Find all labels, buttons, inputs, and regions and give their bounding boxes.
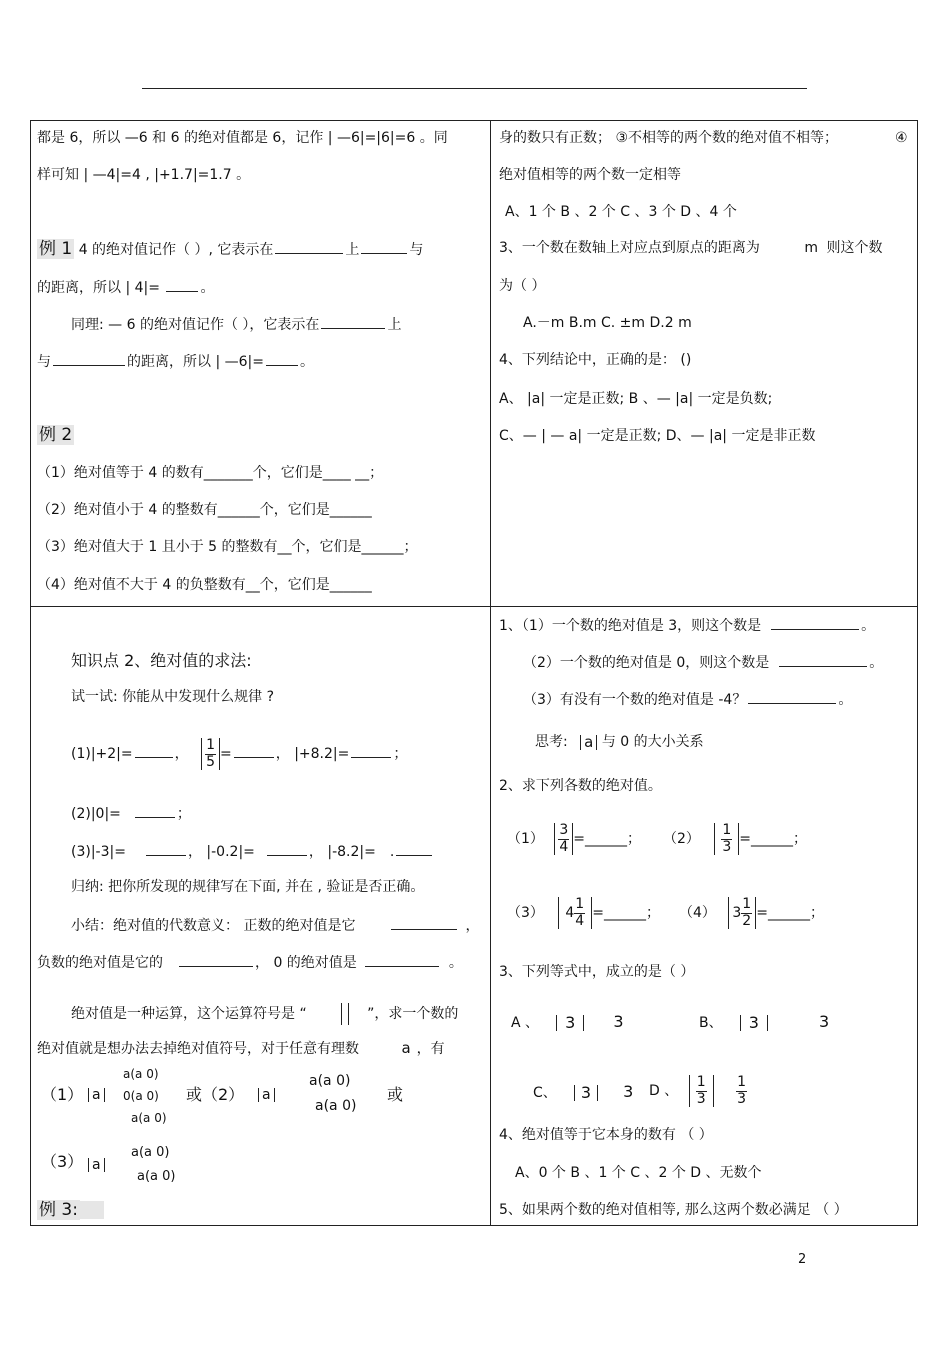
numerator: 1 — [575, 896, 585, 913]
text-line: 4 的绝对值记作（ ）, 它表示在 — [78, 242, 274, 258]
text: （3） — [507, 905, 544, 921]
text: 小结：绝对值的代数意义： 正数的绝对值是它 — [71, 918, 356, 934]
blank[interactable] — [135, 743, 173, 758]
options-line: C、— | — a| 一定是正数; D、— |a| 一定是非正数 — [499, 428, 816, 444]
case-1-label: （1） — [41, 1085, 84, 1104]
question-line: 3、下列等式中，成立的是（ ） — [499, 964, 695, 980]
question-line: （1）绝对值等于 4 的数有_______个，它们是____ __； — [37, 465, 384, 481]
abs-value: 3 — [556, 1015, 584, 1031]
text: 上 — [345, 242, 360, 258]
abs-a: a — [258, 1088, 275, 1102]
question-line: 3、一个数在数轴上对应点到原点的距离为 — [499, 240, 760, 256]
table-divider-horizontal — [31, 606, 917, 607]
text: =______； — [739, 831, 808, 847]
text: ， — [174, 746, 189, 762]
abs-fraction — [689, 1075, 714, 1107]
question-line: （2）一个数的绝对值是 0，则这个数是 — [523, 655, 770, 671]
text: ， 0 的绝对值是 — [255, 955, 357, 971]
text: ； — [393, 746, 408, 762]
numerator: 1 — [696, 1074, 706, 1091]
question-line: （2）绝对值小于 4 的整数有______个，它们是______ — [37, 502, 372, 518]
option-label: C、 — [533, 1085, 557, 1101]
text: ， — [465, 918, 480, 934]
blank[interactable] — [396, 841, 432, 856]
text: 与 — [37, 354, 51, 370]
integer-part: 3 — [732, 905, 742, 921]
piecewise-row: a(a 0) — [309, 1073, 351, 1089]
worksheet-table — [30, 120, 918, 1226]
abs-value: 3 — [740, 1015, 768, 1031]
fraction — [736, 1075, 747, 1107]
option-label: A 、 — [511, 1015, 540, 1031]
abs-fraction — [554, 823, 573, 855]
text-line: 归纳: 把你所发现的规律写在下面, 并在 , 验证是否正确。 — [71, 879, 425, 895]
question-line: 2、求下列各数的绝对值。 — [499, 778, 662, 794]
piecewise-row: a(a 0) — [131, 1111, 167, 1125]
options-line: A.－m B.m C. ±m D.2 m — [523, 315, 692, 331]
text-line: 试一试: 你能从中发现什么规律 ? — [71, 689, 275, 705]
question-line: 4、下列结论中，正确的是： () — [499, 352, 692, 368]
text: ， |-0.2|= — [187, 844, 255, 860]
text: 。 — [299, 354, 314, 370]
piecewise-row: a(a 0) — [137, 1169, 176, 1184]
blank[interactable] — [266, 351, 298, 366]
example-2-tag: 例 2 — [39, 425, 73, 445]
blank[interactable] — [361, 239, 407, 254]
options-line: A、1 个 B 、2 个 C 、3 个 D 、4 个 — [505, 204, 737, 220]
piecewise-3 — [131, 1141, 175, 1189]
question-line: （3）有没有一个数的绝对值是 -4？ — [523, 692, 747, 708]
text: 与 0 的大小关系 — [601, 734, 704, 750]
abs-a: a — [580, 735, 597, 750]
text: 与 — [409, 242, 424, 258]
blank[interactable] — [779, 652, 867, 667]
case-3-label: （3） — [41, 1152, 84, 1171]
piecewise-row: a(a 0) — [123, 1067, 159, 1081]
abs-fraction — [714, 823, 739, 855]
text: 或（2） — [186, 1085, 245, 1104]
blank[interactable] — [351, 743, 391, 758]
text-line: 样可知 | —4|=4 , |+1.7|=1.7 。 — [37, 167, 251, 183]
text: 绝对值就是想办法去掉绝对值符号，对于任意有理数 — [37, 1041, 359, 1057]
abs-value: 3 — [574, 1085, 598, 1101]
text: 。 — [200, 280, 215, 296]
abs-a: a — [88, 1158, 105, 1172]
denominator: 2 — [742, 912, 752, 929]
text: 或 — [387, 1085, 404, 1104]
blank[interactable] — [365, 952, 439, 967]
numerator: 1 — [722, 822, 732, 839]
blank[interactable] — [267, 841, 307, 856]
text: . — [389, 844, 395, 860]
denominator: 3 — [696, 1090, 706, 1107]
text: 上 — [387, 317, 402, 333]
text-line: 为（ ） — [499, 278, 546, 294]
page-number: 2 — [798, 1252, 807, 1267]
denominator: 4 — [559, 838, 569, 855]
example-3-tag: 例 3: — [39, 1200, 78, 1220]
text: (3)|-3|= — [71, 844, 126, 860]
text: (2)|0|= — [71, 806, 121, 822]
blank[interactable] — [135, 803, 175, 818]
abs-symbol — [341, 1003, 349, 1025]
header-rule — [142, 88, 807, 89]
denominator: 4 — [575, 912, 585, 929]
text: 思考: — [535, 734, 568, 750]
text: ”，求一个数的 — [367, 1006, 459, 1022]
text-line: 绝对值相等的两个数一定相等 — [499, 167, 681, 183]
question-line: （4）绝对值不大于 4 的负整数有__个，它们是______ — [37, 577, 372, 593]
blank[interactable] — [146, 841, 186, 856]
blank[interactable] — [321, 314, 385, 329]
blank[interactable] — [275, 239, 343, 254]
blank[interactable] — [748, 689, 836, 704]
numerator: 1 — [206, 737, 216, 754]
question-line: （3）绝对值大于 1 且小于 5 的整数有__个，它们是______； — [37, 539, 418, 555]
text-line: 同理: — 6 的绝对值记作（ ），它表示在 — [71, 317, 320, 333]
denominator: 3 — [722, 838, 732, 855]
text-line: 的距离，所以 | 4|= — [37, 280, 160, 296]
numerator: 1 — [737, 1074, 746, 1091]
text: ， |+8.2|= — [275, 746, 350, 762]
options-line: A、0 个 B 、1 个 C 、2 个 D 、无数个 — [515, 1165, 762, 1181]
text: ， |-8.2|= — [308, 844, 376, 860]
options-line: A、 |a| 一定是正数; B 、— |a| 一定是负数; — [499, 391, 773, 407]
text: （4） — [679, 905, 716, 921]
text-line: 的距离，所以 | —6|= — [127, 354, 264, 370]
option-label: B、 — [699, 1015, 723, 1031]
text: ，有 — [416, 1041, 445, 1057]
text: 3 — [613, 1012, 624, 1031]
numerator: 3 — [559, 822, 569, 839]
example-1-tag: 例 1 — [39, 239, 73, 259]
text: 3 — [623, 1082, 634, 1101]
text: 则这个数 — [826, 240, 883, 256]
variable-m: m — [804, 240, 818, 256]
blank[interactable] — [53, 351, 125, 366]
text: =______； — [592, 905, 660, 921]
blank[interactable] — [771, 615, 859, 630]
blank[interactable] — [234, 743, 274, 758]
question-line: 1、（1）一个数的绝对值是 3，则这个数是 — [499, 618, 762, 634]
text: 负数的绝对值是它的 — [37, 955, 163, 971]
blank[interactable] — [166, 277, 198, 292]
piecewise-row: a(a 0) — [131, 1145, 170, 1160]
text-line: 身的数只有正数； ③不相等的两个数的绝对值不相等； — [499, 130, 838, 146]
piecewise-row: a(a 0) — [315, 1098, 357, 1114]
text: =______； — [573, 831, 642, 847]
abs-mixed-number — [728, 897, 756, 929]
question-line: 4、绝对值等于它本身的数有 （ ） — [499, 1127, 713, 1143]
text: 。 — [861, 618, 876, 634]
variable-a: a — [401, 1039, 411, 1057]
table-divider-vertical — [490, 121, 491, 1225]
section-heading: 知识点 2、绝对值的求法: — [71, 651, 252, 670]
text: （2） — [663, 831, 700, 847]
denominator: 5 — [206, 753, 216, 770]
option-label: D 、 — [649, 1083, 679, 1099]
piecewise-2 — [309, 1069, 356, 1119]
question-line: 5、如果两个数的绝对值相等, 那么这两个数必满足 （ ） — [499, 1202, 848, 1218]
denominator: 3 — [737, 1090, 746, 1107]
text: 。 — [838, 692, 853, 708]
piecewise-1 — [123, 1063, 167, 1129]
text-line: 都是 6，所以 —6 和 6 的绝对值都是 6，记作 | —6|=|6|=6 。同 — [37, 130, 448, 146]
text: ； — [176, 806, 191, 822]
blank[interactable] — [391, 915, 457, 930]
text: (1)|+2|= — [71, 746, 133, 762]
text: =______； — [756, 905, 824, 921]
text: 3 — [818, 1012, 830, 1031]
integer-part: 4 — [565, 905, 575, 921]
text: = — [220, 746, 232, 762]
abs-fraction — [201, 738, 220, 770]
blank[interactable] — [179, 952, 253, 967]
text: 绝对值是一种运算，这个运算符号是 “ — [71, 1006, 307, 1022]
text: ④ — [895, 130, 908, 146]
numerator: 1 — [742, 896, 752, 913]
abs-mixed-number — [558, 897, 592, 929]
text: 。 — [448, 955, 463, 971]
abs-a: a — [88, 1088, 105, 1102]
text: 。 — [869, 655, 884, 671]
piecewise-row: 0(a 0) — [123, 1089, 159, 1103]
text: （1） — [507, 831, 544, 847]
